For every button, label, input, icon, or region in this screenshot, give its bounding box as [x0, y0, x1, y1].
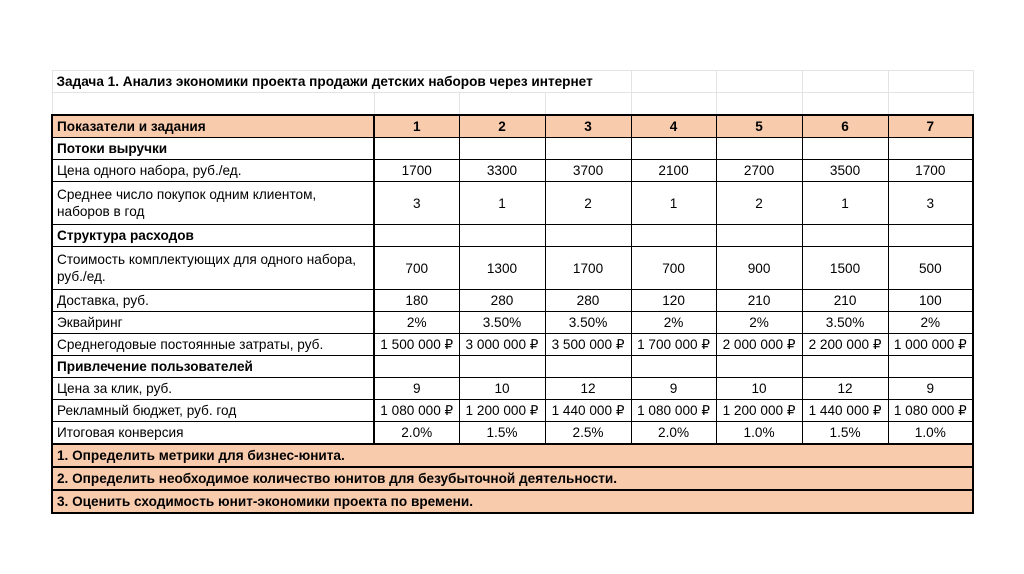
row-label: Цена за клик, руб. [52, 378, 374, 400]
table-cell: 1.0% [716, 422, 802, 445]
row-label: Доставка, руб. [52, 290, 374, 312]
table-cell: 2 000 000 ₽ [716, 334, 802, 356]
table-cell: 3 [888, 182, 973, 225]
section-costs: Структура расходов [52, 225, 374, 247]
title-row [52, 71, 973, 93]
table-row [52, 378, 973, 400]
table-cell: 1 700 000 ₽ [631, 334, 716, 356]
task-1: 1. Определить метрики для бизнес-юнита. [52, 444, 973, 467]
table-cell: 10 [716, 378, 802, 400]
table-cell: 2700 [716, 160, 802, 182]
table-cell: 3 000 000 ₽ [459, 334, 545, 356]
table-cell: 3500 [802, 160, 888, 182]
table-row [52, 247, 973, 290]
section-row [52, 356, 973, 378]
table-cell: 1 440 000 ₽ [802, 400, 888, 422]
task-row [52, 490, 973, 513]
table-cell: 12 [802, 378, 888, 400]
task-row [52, 444, 973, 467]
table-cell: 2 [716, 182, 802, 225]
table-cell: 1700 [374, 160, 459, 182]
column-header: 2 [459, 115, 545, 138]
table-cell: 3300 [459, 160, 545, 182]
table-cell: 2.0% [631, 422, 716, 445]
table-cell: 3.50% [802, 312, 888, 334]
table-cell: 3.50% [459, 312, 545, 334]
table-cell: 3 500 000 ₽ [545, 334, 631, 356]
table-cell: 1.5% [802, 422, 888, 445]
table-cell: 1.5% [459, 422, 545, 445]
row-label: Рекламный бюджет, руб. год [52, 400, 374, 422]
table-cell: 1700 [545, 247, 631, 290]
row-label: Среднее число покупок одним клиентом, наборов в год [52, 182, 374, 225]
column-header: 4 [631, 115, 716, 138]
table-row [52, 422, 973, 445]
table-cell: 2100 [631, 160, 716, 182]
table-row [52, 400, 973, 422]
table-cell: 1700 [888, 160, 973, 182]
table-cell: 500 [888, 247, 973, 290]
empty-row [52, 93, 973, 116]
table-cell: 1 080 000 ₽ [374, 400, 459, 422]
table-row [52, 160, 973, 182]
table-cell: 1 [802, 182, 888, 225]
table-cell: 280 [459, 290, 545, 312]
spreadsheet [51, 70, 972, 514]
section-row [52, 225, 973, 247]
table-cell: 210 [716, 290, 802, 312]
table-cell: 210 [802, 290, 888, 312]
table-cell: 900 [716, 247, 802, 290]
row-label: Итоговая конверсия [52, 422, 374, 445]
table-cell: 120 [631, 290, 716, 312]
table-cell: 2 [545, 182, 631, 225]
column-header: 1 [374, 115, 459, 138]
table-cell: 1 440 000 ₽ [545, 400, 631, 422]
table-cell: 1 200 000 ₽ [459, 400, 545, 422]
table-cell: 1 000 000 ₽ [888, 334, 973, 356]
table-cell: 12 [545, 378, 631, 400]
table-cell: 2 200 000 ₽ [802, 334, 888, 356]
table-cell: 1 [631, 182, 716, 225]
table-cell: 10 [459, 378, 545, 400]
section-row [52, 138, 973, 160]
table-cell: 1300 [459, 247, 545, 290]
table-cell: 100 [888, 290, 973, 312]
section-revenue: Потоки выручки [52, 138, 374, 160]
table-row [52, 334, 973, 356]
table-title: Задача 1. Анализ экономики проекта продажи детских наборов через интернет [52, 71, 631, 93]
column-header: 5 [716, 115, 802, 138]
task-3: 3. Оценить сходимость юнит-экономики проекта по времени. [52, 490, 973, 513]
table-cell: 1 080 000 ₽ [888, 400, 973, 422]
table-cell: 700 [631, 247, 716, 290]
table-cell: 1500 [802, 247, 888, 290]
table-cell: 3 [374, 182, 459, 225]
task-row [52, 467, 973, 490]
table-cell: 1 200 000 ₽ [716, 400, 802, 422]
row-label: Цена одного набора, руб./ед. [52, 160, 374, 182]
table-cell: 2.5% [545, 422, 631, 445]
table-cell: 2% [374, 312, 459, 334]
table-cell: 2% [716, 312, 802, 334]
row-label: Среднегодовые постоянные затраты, руб. [52, 334, 374, 356]
table-row [52, 290, 973, 312]
table-cell: 9 [888, 378, 973, 400]
row-label: Эквайринг [52, 312, 374, 334]
table-row [52, 182, 973, 225]
table-cell: 3700 [545, 160, 631, 182]
table-row [52, 312, 973, 334]
table-cell: 2% [631, 312, 716, 334]
header-label: Показатели и задания [52, 115, 374, 138]
column-header: 3 [545, 115, 631, 138]
table-cell: 2.0% [374, 422, 459, 445]
column-header: 6 [802, 115, 888, 138]
table-cell: 1 500 000 ₽ [374, 334, 459, 356]
data-table [51, 70, 974, 514]
table-cell: 180 [374, 290, 459, 312]
table-cell: 1.0% [888, 422, 973, 445]
row-label: Стоимость комплектующих для одного набора, руб./ед. [52, 247, 374, 290]
table-cell: 1 [459, 182, 545, 225]
table-cell: 2% [888, 312, 973, 334]
table-cell: 700 [374, 247, 459, 290]
column-header: 7 [888, 115, 973, 138]
table-cell: 3.50% [545, 312, 631, 334]
table-cell: 1 080 000 ₽ [631, 400, 716, 422]
header-row [52, 115, 973, 138]
section-acquisition: Привлечение пользователей [52, 356, 374, 378]
table-cell: 280 [545, 290, 631, 312]
task-2: 2. Определить необходимое количество юнитов для безубыточной деятельности. [52, 467, 973, 490]
table-cell: 9 [374, 378, 459, 400]
table-cell: 9 [631, 378, 716, 400]
